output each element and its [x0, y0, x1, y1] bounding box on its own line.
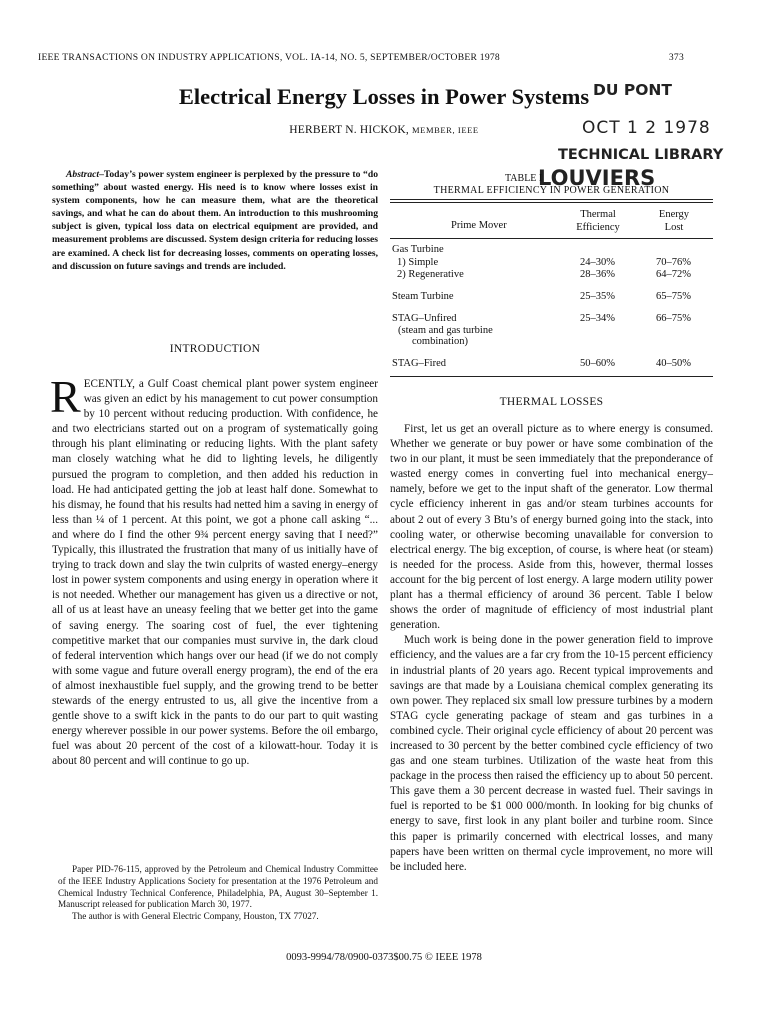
- running-header: [38, 52, 684, 63]
- header-thermal-1: Thermal: [580, 209, 616, 220]
- cell-simple-eff: 24–30%: [580, 256, 615, 268]
- footnote-affiliation: The author is with General Electric Company, Houston, TX 77027.: [72, 911, 319, 922]
- cell-simple-lost: 70–76%: [656, 256, 691, 268]
- abstract: [52, 168, 378, 273]
- stamp-date: OCT 1 2 1978: [582, 118, 711, 138]
- row-stag-note-1: (steam and gas turbine: [398, 324, 493, 336]
- thermal-losses-heading: THERMAL LOSSES: [499, 396, 604, 408]
- row-regen-label: 2) Regenerative: [397, 269, 464, 280]
- header-energy-2: Lost: [664, 222, 684, 233]
- page-number: 373: [668, 52, 684, 63]
- stamp-line-1: DU PONT: [593, 81, 672, 99]
- cell-steam-eff: 25–35%: [580, 291, 615, 302]
- cell-regen-eff: 28–36%: [580, 269, 615, 280]
- table-bottom-rule: [390, 376, 713, 377]
- introduction-heading: INTRODUCTION: [169, 343, 261, 355]
- copyright-footer: 0093-9994/78/0900-0373$00.75 © IEEE 1978: [286, 952, 482, 963]
- row-stag-note-2: combination): [412, 336, 468, 347]
- row-stag-unfired-label: STAG–Unfired: [392, 313, 457, 324]
- cell-stag-fired-lost: 40–50%: [656, 358, 691, 369]
- abstract-text: –Today’s power system engineer is perplexed by the pressure to “do something” about wasted energy. His need is to know where losses exist in system components, how he can measure them, what are the theoretical savings, and what he can do about them. An introduction to this mushrooming subject is given, typical loss data on electrical equipment are provided, and measurement problems are discussed. System design criteria for reducing losses are examined. A check list for decreasing losses, comments on operating losses, and discussion on future savings and trends are included.: [52, 169, 378, 272]
- introduction-paragraph: ECENTLY, a Gulf Coast chemical plant power system engineer was given an edict by his management to cut power consumption by 10 percent without reducing production. With confidence, he and two electricians started out on a program of systematically going through his plant eliminating or reducing lights. With the plant safety man closely watching what he did to lighting levels, he diligently pursued the program to completion, and then added his reduction in load. He had anticipated getting the job at least half done. Somewhat to his dismay, he found that his results had netted him a saving in energy of less than ¼ of 1 percent. At this point, we got a phone call asking “... and where do I find the other 9¾ percent energy saving that I need?” Typically, this illustrated the frustration that many of us initially have of trying to track down and slay the twin culprits of wasted energy–energy lost in power system components and using energy in operation where it is not needed. Whether our management has given us a directive or not, all of us at least have an uneasy feeling that we better get into the game of saving energy. The soaring cost of fuel, the ever tightening competitive market that our companies must survive in, the dark cloud of federal intervention which hangs over our head (if we do not comply with some vague and future overall energy program), the end of the era of almost inexhaustible fuel supply, and the growing trend to be better stewards of the energy entrusted to us, all give the incentive from a gentle shove to a swift kick in the pants to do our part to quit wasting energy wherever possible in our power systems. Before the oil embargo, fuel was about 20 percent of the cost of a kilowatt-hour. Today it is about 80 percent and will continue to go up.: [52, 378, 378, 768]
- row-gas-turbine-label: Gas Turbine: [392, 244, 444, 255]
- stamp-line-3: TECHNICAL LIBRARY: [558, 147, 724, 163]
- header-prime-mover: Prime Mover: [451, 220, 507, 231]
- header-thermal-efficiency: [560, 208, 636, 234]
- table-top-rule-2: [390, 202, 713, 203]
- cell-regen-lost: 64–72%: [656, 269, 691, 280]
- table-caption: THERMAL EFFICIENCY IN POWER GENERATION: [433, 185, 670, 196]
- row-stag-unfired: [392, 313, 493, 348]
- cell-steam-lost: 65–75%: [656, 291, 691, 302]
- header-thermal-2: Efficiency: [576, 222, 620, 233]
- cell-stag-fired-eff: 50–60%: [580, 358, 615, 369]
- table-label: TABLE I: [505, 173, 543, 184]
- row-steam-label: Steam Turbine: [392, 291, 454, 302]
- dropcap-letter: R: [50, 371, 81, 422]
- journal-citation: IEEE TRANSACTIONS ON INDUSTRY APPLICATIONS, VOL. IA-14, NO. 5, SEPTEMBER/OCTOBER 1978: [38, 52, 500, 63]
- stamp-line-4: LOUVIERS: [538, 166, 656, 190]
- thermal-losses-body: [390, 422, 713, 875]
- row-simple-label: 1) Simple: [397, 256, 439, 268]
- row-stag-fired-label: STAG–Fired: [392, 358, 446, 369]
- cell-stag-unfired-eff: 25–34%: [580, 313, 615, 324]
- footnote-approval: Paper PID-76-115, approved by the Petroleum and Chemical Industry Committee of the IEEE Industry Applications Society for presentation at the 1976 Petroleum and Chemical Industry Technical Conference, Philadelphia, PA, August 30–September 1. Manuscript released for publication March 30, 1977.: [58, 864, 378, 910]
- row-gas-turbine: [392, 244, 464, 282]
- abstract-label: Abstract: [66, 169, 100, 180]
- footnote: [58, 864, 378, 923]
- thermal-losses-paragraph-1: First, let us get an overall picture as to where energy is consumed. Whether we generate or buy power or have some combination of the two in our plant, it must be seen immediately that the preponderance of wasted energy comes in converting fuel into mechanical energy–namely, before we get to the input shaft of the generator. Low thermal cycle efficiency inherent in gas and/or steam turbines accounts for about 2 out of every 3 Btu’s of energy burned going into the stack, into cooling water, or otherwise becoming unavailable for conversion to electrical energy. The big exception, of course, is where heat (or steam) is needed for the process. Aside from this, however, thermal losses account for the big percent of lost energy. A large modern utility power plant has a thermal efficiency of around 36 percent. Table I below shows the order of magnitude of efficiency of most industrial plant generation.: [390, 423, 713, 632]
- header-energy-1: Energy: [658, 209, 690, 220]
- table-header-rule: [390, 238, 713, 239]
- author-name: HERBERT N. HICKOK,: [289, 124, 409, 136]
- table-top-rule: [390, 199, 713, 200]
- paper-title: Electrical Energy Losses in Power Systems: [178, 84, 590, 109]
- introduction-body: [50, 371, 378, 769]
- author-membership: MEMBER, IEEE: [412, 125, 479, 135]
- header-energy-lost: [646, 208, 702, 234]
- cell-stag-unfired-lost: 66–75%: [656, 313, 691, 324]
- thermal-losses-paragraph-2: Much work is being done in the power generation field to improve efficiency, and the values are a far cry from the 10-15 percent efficiency in industrial plants of 20 years ago. Recent typical improvements and savings are that made by a Louisiana chemical complex generating its own power. They replaced six small low pressure turbines by a modern STAG cycle generating package of steam and gas turbines in a combined cycle. Their original cycle efficiency of about 20 percent was increased to 30 percent by the better combined cycle efficiency of two gas and one steam turbines. Utilization of the waste heat from this package in the process then raised the efficiency up to about 50 percent. This gave them a 30 percent decrease in wasted fuel. Their savings in fuel is reported to be $1 000 000/month. In looking for big chunks of energy to save, first look in any plant boiler and turbine room. Since this paper is primarily concerned with electrical losses, and many papers have been written on thermal cycle improvement, no more will be included here.: [390, 634, 713, 873]
